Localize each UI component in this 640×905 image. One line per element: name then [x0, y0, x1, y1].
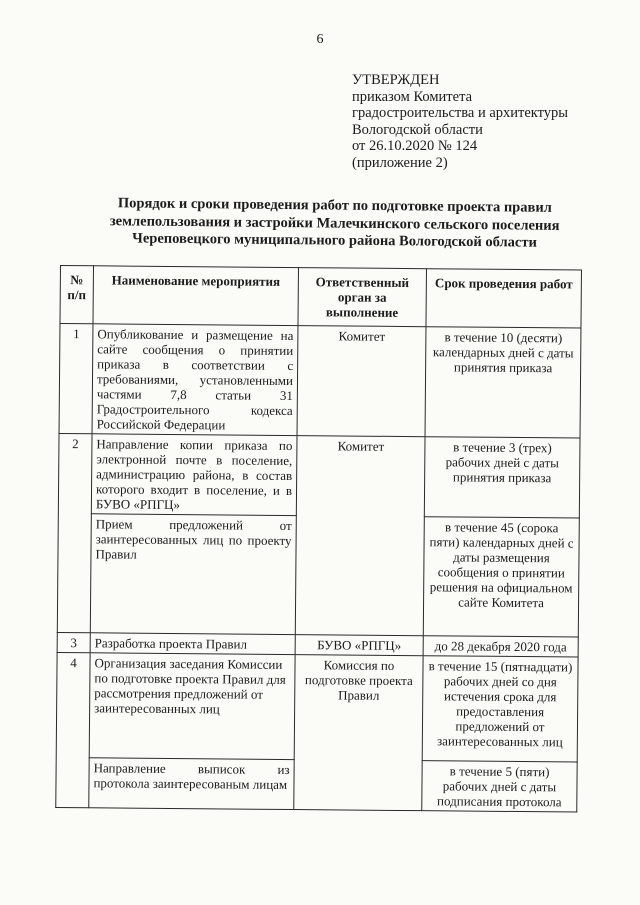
- title-line: землепользования и застройки Малечкинского сельского поселения: [109, 212, 560, 234]
- header-event: Наименование мероприятия: [93, 266, 298, 326]
- deadline-cell: в течение 45 (сорока пяти) календарных дней с даты размещения сообщения о принятии решения на официальном сайте Комитета: [423, 517, 579, 637]
- deadline-cell: до 28 декабря 2020 года: [423, 636, 578, 657]
- table-row: [59, 324, 581, 439]
- event-cell: Опубликование и размещение на сайте сообщения о принятии приказа в соответствии с требованиями, установленными частями 7,8 статьи 31 Градостроительного кодекса Российской Федерации: [92, 324, 298, 436]
- approval-line: УТВЕРЖДЕН: [352, 72, 440, 88]
- document-title: [89, 195, 580, 253]
- row-number: 3: [57, 632, 90, 652]
- approval-stamp: [352, 72, 568, 171]
- schedule-table: [55, 265, 582, 813]
- header-num: № п/п: [60, 266, 94, 324]
- deadline-cell: в течение 5 (пяти) рабочих дней с даты подписания протокола: [422, 761, 577, 812]
- table-row: [56, 652, 578, 762]
- approval-line: приказом Комитета: [352, 88, 473, 105]
- event-cell: Разработка проекта Правил: [90, 633, 295, 655]
- event-cell: Организация заседания Комиссии по подготовке проекта Правил для рассмотрения предложений от заинтересованных лиц: [89, 653, 295, 760]
- event-cell: Направление выписок из протокола заинтересованым лицам: [89, 758, 294, 810]
- organ-cell: БУВО «РПГЦ»: [295, 635, 423, 656]
- organ-cell: Комитет: [297, 326, 426, 437]
- row-number: 2: [57, 433, 92, 632]
- deadline-cell: в течение 10 (десяти) календарных дней с даты принятия приказа: [425, 327, 581, 438]
- header-deadline: Срок проведения работ: [426, 269, 582, 328]
- deadline-cell: в течение 3 (трех) рабочих дней с даты принятия приказа: [424, 437, 580, 518]
- approval-line: градостроительства и архитектуры: [352, 105, 569, 121]
- page-number: 6: [316, 32, 324, 47]
- title-line: Череповецкого муниципального района Вологодской области: [132, 230, 537, 251]
- organ-cell: Комиссия по подготовке проекта Правил: [294, 655, 423, 811]
- schedule-table-wrapper: [55, 265, 582, 813]
- table-header-row: [60, 266, 581, 329]
- approval-line: от 26.10.2020 № 124: [352, 138, 478, 154]
- row-number: 4: [56, 652, 90, 807]
- row-number: 1: [59, 324, 93, 434]
- deadline-cell: в течение 15 (пятнадцати) рабочих дней со дня истечения срока для предоставления предложений от заинтересованных лиц: [422, 656, 578, 762]
- header-organ: Ответственный орган за выполнение: [298, 268, 427, 327]
- table-row: [58, 433, 580, 518]
- approval-line: Вологодской области: [352, 121, 483, 138]
- approval-line: (приложение 2): [352, 154, 448, 171]
- organ-cell: Комитет: [295, 436, 425, 636]
- event-cell: Направление копии приказа по электронной почте в поселение, администрацию района, в состав которого входит в поселение, и в БУВО «РПГЦ»: [91, 434, 297, 516]
- title-line: Порядок и сроки проведения работ по подготовке проекта правил: [117, 195, 552, 216]
- event-cell: Прием предложений от заинтересованных лиц по проекту Правил: [90, 514, 296, 635]
